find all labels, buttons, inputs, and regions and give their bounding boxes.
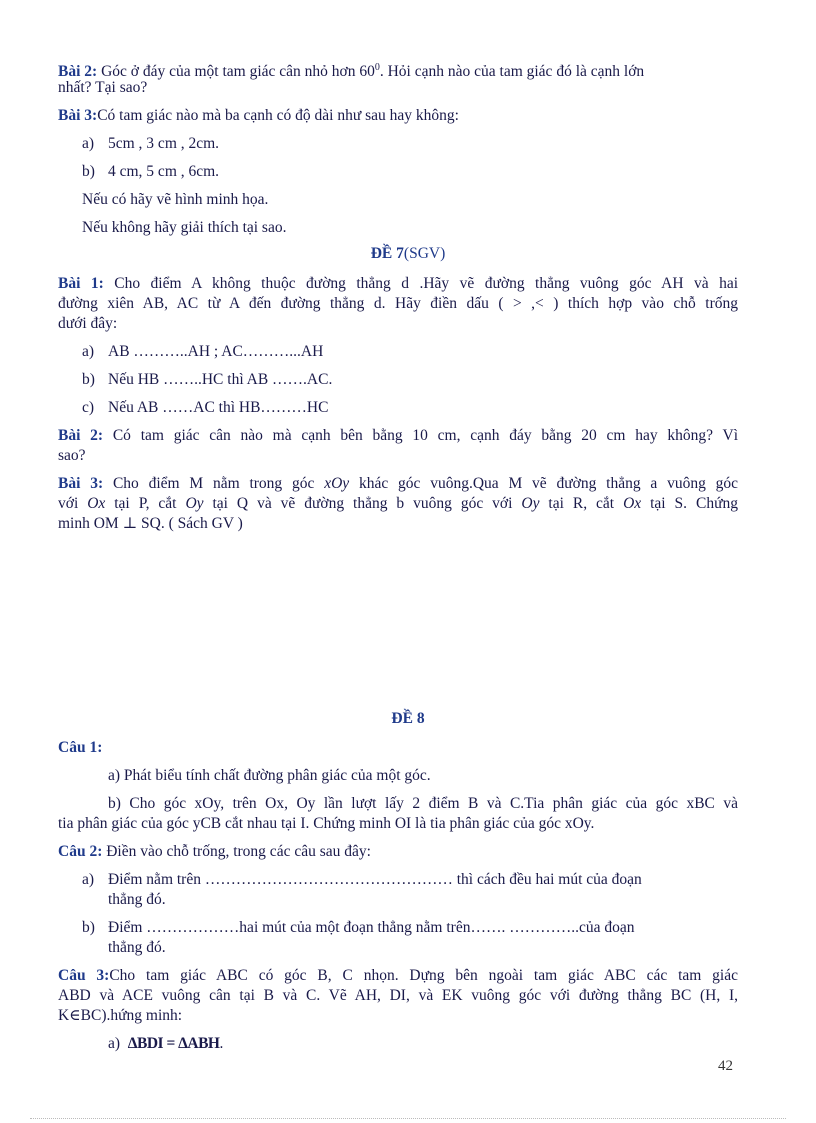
de8-cau3-label: Câu 3: <box>58 967 110 984</box>
de8-cau2-text: Điền vào chỗ trống, trong các câu sau đây: <box>106 843 371 860</box>
de8-cau3-line2: ABD và ACE vuông cân tại B và C. Vẽ AH, DI, và EK vuông góc với đường thẳng BC (H, I, <box>58 987 738 1004</box>
de8-cau1-a: a) Phát biểu tính chất đường phân giác của một góc. <box>108 767 431 784</box>
de7-bai2-label: Bài 2: <box>58 427 104 444</box>
de7-bai3-label: Bài 3: <box>58 475 104 492</box>
item-letter: b) <box>82 919 95 936</box>
page-number: 42 <box>718 1058 733 1074</box>
de7-title-suffix: (SGV) <box>403 245 446 262</box>
de7-bai2-line1 <box>58 426 738 466</box>
text-run: tại R, cắt <box>539 495 624 512</box>
item-text: AB ………..AH ; AC………...AH <box>108 343 324 360</box>
de8-cau2 <box>58 842 371 862</box>
text-run: tại Q và vẽ đường thẳng b vuông góc với <box>203 495 522 512</box>
de8-cau3-a <box>108 1034 223 1054</box>
math-ox: Ox <box>87 495 106 512</box>
item-letter: c) <box>82 399 95 416</box>
item-text: Nếu AB ……AC thì HB………HC <box>108 399 329 416</box>
de8-title: ĐỀ 8 <box>391 710 425 727</box>
de8-cau3-line3: K∈BC).hứng minh: <box>58 1007 183 1024</box>
de7-bai2-text1: Có tam giác cân nào mà cạnh bên bằng 10 cm, cạnh đáy bằng 20 cm hay không? Vì <box>112 427 738 444</box>
item-text: 5cm , 3 cm , 2cm. <box>108 135 220 152</box>
item-text: Điểm ………………hai mút của một đoạn thẳng nằm trên……. …………..của đoạn <box>108 919 635 936</box>
de7-item-a <box>82 342 323 362</box>
page-bottom-divider <box>30 1118 786 1119</box>
de6-note2: Nếu không hãy giải thích tại sao. <box>82 219 287 236</box>
math-xoy: xOy <box>324 475 350 492</box>
math-ox: Ox <box>623 495 642 512</box>
de8-cau2-b-line2: thẳng đó. <box>108 939 166 956</box>
de6-bai3-label: Bài 3: <box>58 107 98 124</box>
item-text: 4 cm, 5 cm , 6cm. <box>108 163 220 180</box>
de7-bai2-line2: sao? <box>58 447 86 464</box>
de6-bai3-text: Có tam giác nào mà ba cạnh có độ dài như sau hay không: <box>97 107 459 124</box>
de6-bai2-label: Bài 2: <box>58 63 98 81</box>
de6-item-b <box>82 162 219 182</box>
item-letter: a) <box>82 343 95 360</box>
de6-note1: Nếu có hãy vẽ hình minh họa. <box>82 191 269 208</box>
item-letter: a) <box>108 1035 121 1052</box>
de6-bai2-line2: nhất? Tại sao? <box>58 79 148 96</box>
text-run: tại S. Chứng <box>641 495 738 512</box>
de7-bai3-line3: minh OM ⊥ SQ. ( Sách GV ) <box>58 515 243 532</box>
math-oy: Oy <box>521 495 540 512</box>
de7-bai1-label: Bài 1: <box>58 275 104 292</box>
degree-sup: 0 <box>374 62 380 73</box>
de7-title-text: ĐỀ 7 <box>370 245 404 262</box>
de6-bai3 <box>58 106 459 126</box>
de8-cau1-b-line2: tia phân giác của góc yCB cắt nhau tại I. Chứng minh OI là tia phân giác của góc xOy. <box>58 815 595 832</box>
de7-bai1-text1: Cho điểm A không thuộc đường thẳng d .Hãy vẽ đường thẳng vuông góc AH và hai <box>114 275 739 292</box>
congruence-formula: ΔBDI = ΔABH <box>127 1035 220 1052</box>
de7-title <box>0 245 816 263</box>
de6-bai2-text2: . Hỏi cạnh nào của tam giác đó là cạnh lớn <box>379 63 645 81</box>
item-text: Điểm nằm trên ………………………………………… thì cách đều hai mút của đoạn <box>108 871 642 888</box>
item-letter: a) <box>82 135 95 152</box>
de8-cau2-a-line1 <box>82 870 642 890</box>
de8-cau2-label: Câu 2: <box>58 843 103 860</box>
de8-cau2-a-line2: thẳng đó. <box>108 891 166 908</box>
de8-cau3-text1: Cho tam giác ABC có góc B, C nhọn. Dựng bên ngoài tam giác ABC các tam giác <box>109 967 738 984</box>
de7-item-b <box>82 370 332 390</box>
text-run: tại P, cắt <box>105 495 186 512</box>
de8-cau1-label: Câu 1: <box>58 739 103 756</box>
item-letter: b) <box>82 371 95 388</box>
de7-bai1-line2: đường xiên AB, AC từ A đến đường thẳng d. Hãy điền dấu ( > ,< ) thích hợp vào chỗ trống <box>58 295 738 312</box>
item-letter: a) <box>82 871 95 888</box>
text-run: khác góc vuông.Qua M vẽ đường thẳng a vuông góc <box>349 475 739 492</box>
math-oy: Oy <box>185 495 204 512</box>
de7-item-c <box>82 398 328 418</box>
text-run: . <box>219 1035 224 1052</box>
item-text: Nếu HB ……..HC thì AB …….AC. <box>108 371 333 388</box>
item-letter: b) <box>82 163 95 180</box>
de8-cau2-b-line1 <box>82 918 634 938</box>
de6-item-a <box>82 134 219 154</box>
text-run: với <box>58 495 88 512</box>
de7-bai1-line3: dưới đây: <box>58 315 118 332</box>
de8-cau1-b-line1: b) Cho góc xOy, trên Ox, Oy lần lượt lấy 2 điểm B và C.Tia phân giác của góc xBC và <box>108 795 738 812</box>
text-run: Cho điểm M nằm trong góc <box>112 475 325 492</box>
de6-bai2-text: Góc ở đáy của một tam giác cân nhỏ hơn 60 <box>101 63 375 81</box>
